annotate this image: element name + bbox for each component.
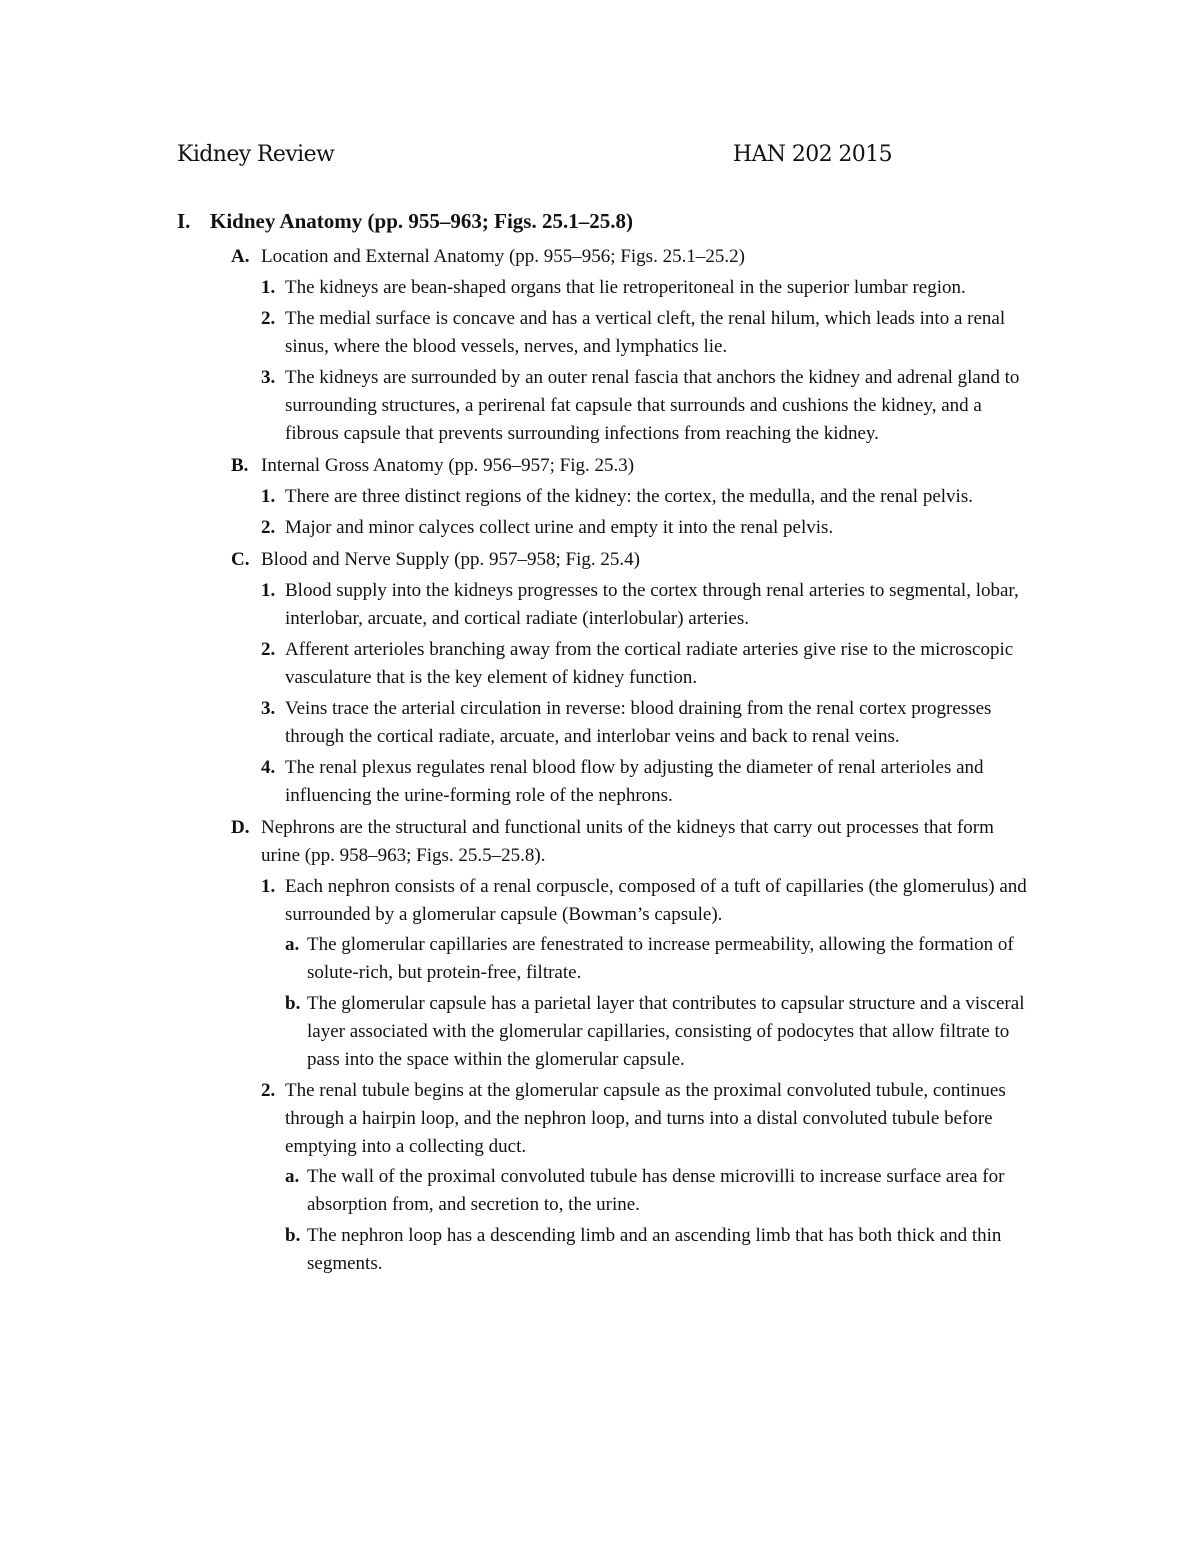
document-title: Kidney Review [177,142,335,167]
subsection-heading: Nephrons are the structural and functional units of the kidneys that carry out processes that form urine (pp. 958–963; Figs. 25.5–25.8). [261,817,994,866]
subitem-marker: a. [285,1166,300,1187]
item-text: There are three distinct regions of the kidney: the cortex, the medulla, and the renal pelvis. [285,486,973,507]
section-marker: I. [177,209,191,233]
outline [177,207,1037,1281]
subitem-marker: b. [285,1225,301,1246]
item-text: Blood supply into the kidneys progresses to the cortex through renal arteries to segmental, lobar, interlobar, arcuate, and cortical radiate (interlobular) arteries. [285,580,1019,629]
subitem-text: The glomerular capsule has a parietal layer that contributes to capsular structure and a visceral layer associated with the glomerular capillaries, consisting of podocytes that allow filtrate to pass into the space within the glomerular capsule. [307,993,1025,1070]
subsection-marker: C. [231,549,250,570]
item-marker: 2. [261,517,276,538]
item-text: Veins trace the arterial circulation in reverse: blood draining from the renal cortex progresses through the cortical radiate, arcuate, and interlobar veins and back to renal veins. [285,698,992,747]
item-marker: 1. [261,580,276,601]
course-label: HAN 202 2015 [732,142,892,167]
subitem-marker: a. [285,934,300,955]
item-marker: 3. [261,367,276,388]
subsection-heading: Blood and Nerve Supply (pp. 957–958; Fig. 25.4) [261,549,640,570]
subsection-marker: D. [231,817,250,838]
subsection-a [231,243,1037,448]
subsection-heading: Internal Gross Anatomy (pp. 956–957; Fig. 25.3) [261,455,635,476]
list-item [261,364,1037,448]
subitem-text: The glomerular capillaries are fenestrated to increase permeability, allowing the formation of solute-rich, but protein-free, filtrate. [307,934,1014,983]
section-heading [177,207,1037,235]
section-title: Kidney Anatomy (pp. 955–963; Figs. 25.1–25.8) [210,209,633,233]
item-text: Major and minor calyces collect urine and empty it into the renal pelvis. [285,517,834,538]
subitem-text: The nephron loop has a descending limb and an ascending limb that has both thick and thin segments. [307,1225,1002,1274]
item-marker: 2. [261,1080,276,1101]
item-marker: 1. [261,486,276,507]
subsection-c [231,546,1037,810]
subsection-b [231,452,1037,542]
item-text: The renal tubule begins at the glomerular capsule as the proximal convoluted tubule, continues through a hairpin loop, and the nephron loop, and turns into a distal convoluted tubule before emptying into a collecting duct. [285,1080,1006,1157]
list-item [261,274,1037,302]
subsection-marker: A. [231,246,250,267]
item-marker: 3. [261,698,276,719]
item-marker: 1. [261,876,276,897]
subsection-marker: B. [231,455,249,476]
list-item [261,514,1037,542]
item-marker: 4. [261,757,276,778]
subitem-text: The wall of the proximal convoluted tubule has dense microvilli to increase surface area for absorption from, and secretion to, the urine. [307,1166,1005,1215]
list-item [261,483,1037,511]
list-item [261,873,1037,1074]
sub-list-item [285,1222,1037,1278]
subsection-d [231,814,1037,1278]
list-item [261,695,1037,751]
list-item [261,754,1037,810]
list-item [261,305,1037,361]
sub-list-item [285,990,1037,1074]
subsection-heading: Location and External Anatomy (pp. 955–956; Figs. 25.1–25.2) [261,246,745,267]
list-item [261,577,1037,633]
subitem-marker: b. [285,993,301,1014]
item-text: Each nephron consists of a renal corpuscle, composed of a tuft of capillaries (the glomerulus) and surrounded by a glomerular capsule (Bowman’s capsule). [285,876,1027,925]
item-text: The kidneys are surrounded by an outer renal fascia that anchors the kidney and adrenal gland to surrounding structures, a perirenal fat capsule that surrounds and cushions the kidney, and a fibrous capsule that prevents surrounding infections from reaching the kidney. [285,367,1020,444]
item-text: The medial surface is concave and has a vertical cleft, the renal hilum, which leads into a renal sinus, where the blood vessels, nerves, and lymphatics lie. [285,308,1006,357]
list-item [261,1077,1037,1278]
item-marker: 1. [261,277,276,298]
sub-list-item [285,1163,1037,1219]
sub-list-item [285,931,1037,987]
item-text: The renal plexus regulates renal blood flow by adjusting the diameter of renal arterioles and influencing the urine-forming role of the nephrons. [285,757,984,806]
item-marker: 2. [261,308,276,329]
item-text: The kidneys are bean-shaped organs that lie retroperitoneal in the superior lumbar region. [285,277,966,298]
item-marker: 2. [261,639,276,660]
item-text: Afferent arterioles branching away from the cortical radiate arteries give rise to the microscopic vasculature that is the key element of kidney function. [285,639,1014,688]
list-item [261,636,1037,692]
